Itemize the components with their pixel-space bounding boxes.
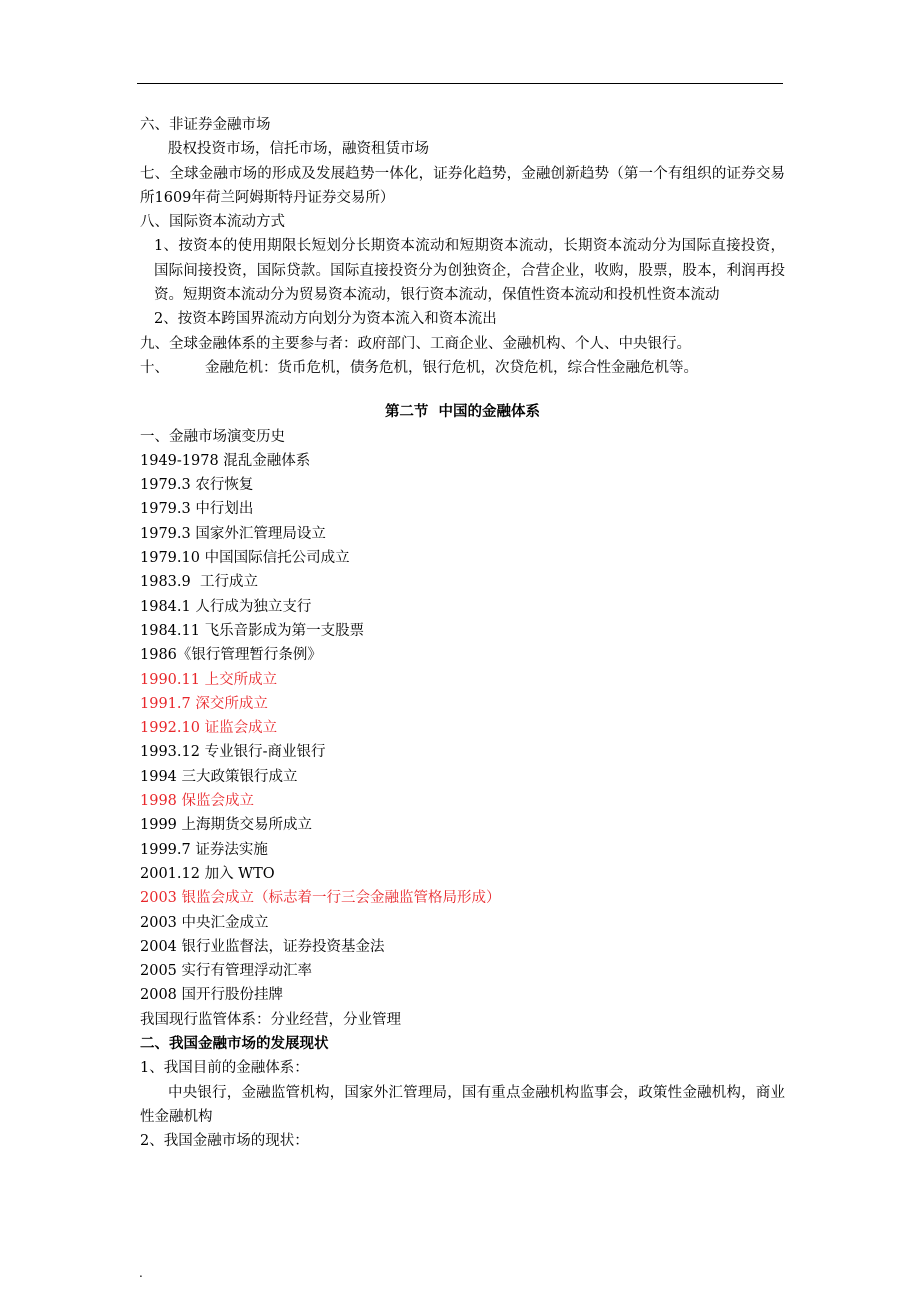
document-body xyxy=(140,113,785,1153)
subheading-history: 一、金融市场演变历史 xyxy=(140,428,285,445)
paragraph-eight-1: 1、按资本的使用期限长短划分长期资本流动和短期资本流动，长期资本流动分为国际直接投资，国际间接投资，国际贷款。国际直接投资分为创独资企，合营企业，收购，股票，股本，利润再投资。短期资本流动分为贸易资本流动，银行资本流动，保值性资本流动和投机性资本流动 xyxy=(154,238,785,304)
footer-mark: . xyxy=(139,1266,143,1280)
paragraph-six-sub: 股权投资市场，信托市场，融资租赁市场 xyxy=(168,141,429,158)
timeline-item: 1999.7 证券法实施 xyxy=(140,841,268,858)
heading-ten-number: 十、 xyxy=(140,359,169,376)
timeline-item: 1984.1 人行成为独立支行 xyxy=(140,598,312,615)
timeline-item: 1990.11 上交所成立 xyxy=(140,671,278,688)
timeline-item: 1991.7 深交所成立 xyxy=(140,695,268,712)
subheading-status: 二、我国金融市场的发展现状 xyxy=(140,1034,329,1052)
timeline-item: 1979.3 国家外汇管理局设立 xyxy=(140,525,326,542)
spacer xyxy=(140,380,785,400)
timeline-item: 1949-1978 混乱金融体系 xyxy=(140,452,311,469)
header-rule xyxy=(137,83,783,84)
timeline-item: 1993.12 专业银行-商业银行 xyxy=(140,744,326,761)
timeline-item: 1979.10 中国国际信托公司成立 xyxy=(140,550,350,567)
timeline-item: 2001.12 加入 WTO xyxy=(140,865,275,882)
timeline-item: 1994 三大政策银行成立 xyxy=(140,768,298,785)
timeline-item: 2003 银监会成立（标志着一行三会金融监管格局形成） xyxy=(140,890,501,907)
section-heading: 第二节 中国的金融体系 xyxy=(384,403,541,421)
heading-eight: 八、国际资本流动方式 xyxy=(140,214,285,231)
heading-ten-text: 金融危机：货币危机，债务危机，银行危机，次贷危机，综合性金融危机等。 xyxy=(205,359,698,376)
item-one-text: 中央银行，金融监管机构，国家外汇管理局，国有重点金融机构监事会，政策性金融机构，商业性金融机构 xyxy=(140,1084,785,1125)
timeline-item: 1999 上海期货交易所成立 xyxy=(140,817,313,834)
heading-six: 六、非证券金融市场 xyxy=(140,117,271,133)
regulation-system: 我国现行监管体系：分业经营，分业管理 xyxy=(140,1011,401,1028)
timeline-item: 2003 中央汇金成立 xyxy=(140,914,269,931)
item-one-title: 1、我国目前的金融体系： xyxy=(140,1060,309,1077)
timeline-item: 2004 银行业监督法，证券投资基金法 xyxy=(140,938,385,955)
timeline-item: 1979.3 农行恢复 xyxy=(140,477,254,494)
timeline-item: 2008 国开行股份挂牌 xyxy=(140,987,284,1004)
timeline-item: 1992.10 证监会成立 xyxy=(140,720,278,737)
heading-ten xyxy=(140,356,785,380)
timeline-item: 1984.11 飞乐音影成为第一支股票 xyxy=(140,622,365,639)
timeline-item: 1986《银行管理暂行条例》 xyxy=(140,647,322,664)
timeline-item: 1998 保监会成立 xyxy=(140,793,255,810)
paragraph-eight-2: 2、按资本跨国界流动方向划分为资本流入和资本流出 xyxy=(154,311,497,328)
timeline-item: 1979.3 中行划出 xyxy=(140,501,254,518)
timeline-item: 2005 实行有管理浮动汇率 xyxy=(140,963,313,980)
timeline-item: 1983.9 工行成立 xyxy=(140,574,258,591)
item-two-title: 2、我国金融市场的现状： xyxy=(140,1133,309,1150)
timeline-list xyxy=(140,449,785,1008)
heading-seven: 七、全球金融市场的形成及发展趋势一体化，证券化趋势，金融创新趋势（第一个有组织的证券交易所1609年荷兰阿姆斯特丹证券交易所） xyxy=(140,165,785,206)
heading-nine: 九、全球金融体系的主要参与者：政府部门、工商企业、金融机构、个人、中央银行。 xyxy=(140,335,691,352)
